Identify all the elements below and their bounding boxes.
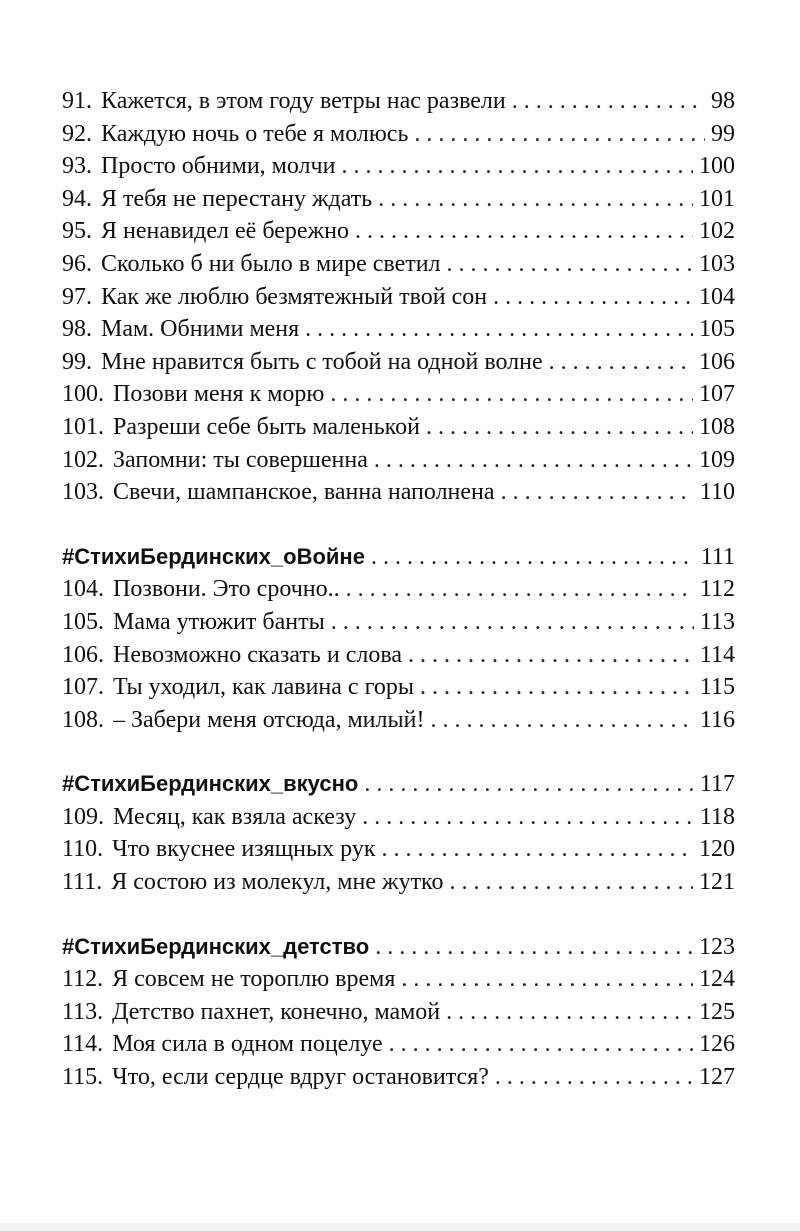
entry-title: Кажется, в этом году ветры нас развели (101, 88, 506, 114)
entry-page: 116 (699, 706, 735, 733)
toc-entry[interactable] (62, 150, 735, 183)
entry-title: Свечи, шампанское, ванна наполнена (113, 479, 495, 506)
entry-title: Детство пахнет, конечно, мамой (112, 998, 441, 1025)
toc-section-tasty (62, 768, 735, 898)
dot-leader (330, 378, 693, 411)
dot-leader (371, 541, 695, 574)
dot-leader (374, 444, 693, 477)
entry-number: 114. (62, 1031, 104, 1058)
toc-entry[interactable] (62, 281, 735, 314)
entry-number: 105. (62, 608, 104, 635)
entry-title: Мне нравится быть с тобой на одной волне (101, 348, 543, 375)
entry-title: Каждую ночь о тебе я молюсь (101, 120, 409, 147)
dot-leader (389, 1028, 693, 1061)
page-bottom-edge (0, 1223, 800, 1231)
dot-leader (341, 150, 693, 183)
section-heading[interactable] (62, 931, 735, 964)
entry-title: Разреши себе быть маленькой (113, 413, 420, 440)
toc-entry[interactable] (62, 1028, 735, 1061)
entry-page: 102 (699, 218, 735, 245)
entry-title: – Забери меня отсюда, милый! (113, 706, 425, 733)
dot-leader (420, 671, 694, 704)
toc-entry[interactable] (62, 833, 735, 866)
entry-title: Сколько б ни было в мире светил (101, 250, 441, 277)
entry-title: Я совсем не тороплю время (112, 966, 396, 993)
dot-leader (355, 215, 693, 248)
toc-entry[interactable] (62, 704, 735, 737)
entry-title: Мама утюжит банты (113, 608, 325, 635)
toc-entry[interactable] (62, 801, 735, 834)
entry-number: 91. (62, 88, 92, 114)
entry-page: 99 (711, 120, 735, 147)
entry-page: 127 (699, 1064, 735, 1091)
section-heading[interactable] (62, 541, 735, 574)
toc-entry[interactable] (62, 313, 735, 346)
toc-entry[interactable] (62, 85, 735, 118)
entry-title: Что вкуснее изящных рук (112, 836, 376, 863)
toc-entry[interactable] (62, 411, 735, 444)
entry-title: Месяц, как взяла аскезу (113, 803, 357, 830)
entry-title: Позвони. Это срочно.. (113, 576, 340, 603)
entry-number: 97. (62, 283, 92, 310)
dot-leader (375, 931, 693, 964)
toc-section-war (62, 541, 735, 737)
entry-page: 101 (699, 185, 735, 212)
entry-page: 118 (699, 803, 735, 830)
entry-number: 98. (62, 316, 92, 343)
toc-entry[interactable] (62, 183, 735, 216)
entry-title: Просто обними, молчи (101, 153, 336, 180)
entry-number: 92. (62, 120, 92, 147)
toc-section-continued (62, 85, 735, 509)
entry-title: Невозможно сказать и слова (113, 641, 402, 668)
table-of-contents (62, 85, 735, 1126)
entry-number: 111. (62, 869, 103, 896)
heading-title: #СтихиБердинских_детство (62, 933, 370, 959)
dot-leader (430, 704, 693, 737)
entry-page: 113 (699, 608, 735, 635)
entry-page: 104 (699, 283, 735, 310)
entry-title: Как же люблю безмятежный твой сон (101, 283, 488, 310)
entry-number: 103. (62, 479, 104, 506)
toc-entry[interactable] (62, 671, 735, 704)
entry-title: Позови меня к морю (113, 381, 325, 408)
entry-page: 125 (699, 998, 735, 1025)
dot-leader (305, 313, 693, 346)
entry-page: 124 (699, 966, 735, 993)
entry-page: 107 (699, 381, 735, 408)
toc-entry[interactable] (62, 573, 735, 606)
dot-leader (414, 118, 705, 151)
entry-title: Запомни: ты совершенна (113, 446, 368, 473)
entry-page: 108 (699, 413, 735, 440)
entry-number: 112. (62, 966, 104, 993)
dot-leader (401, 963, 693, 996)
dot-leader (450, 866, 694, 899)
entry-page: 115 (699, 674, 735, 701)
dot-leader (549, 346, 693, 379)
dot-leader (512, 85, 705, 118)
entry-number: 93. (62, 153, 92, 180)
entry-page: 98 (711, 88, 735, 114)
entry-title: Мам. Обними меня (101, 316, 300, 343)
entry-page: 106 (699, 348, 735, 375)
toc-entry[interactable] (62, 639, 735, 672)
entry-number: 108. (62, 706, 104, 733)
entry-number: 95. (62, 218, 92, 245)
toc-section-childhood (62, 931, 735, 1094)
toc-entry[interactable] (62, 444, 735, 477)
dot-leader (446, 996, 693, 1029)
entry-page: 120 (699, 836, 735, 863)
toc-entry[interactable] (62, 346, 735, 379)
dot-leader (501, 476, 694, 509)
dot-leader (346, 573, 694, 606)
dot-leader (447, 248, 693, 281)
dot-leader (493, 281, 693, 314)
entry-number: 94. (62, 185, 92, 212)
toc-entry[interactable] (62, 118, 735, 151)
toc-entry[interactable] (62, 1061, 735, 1094)
entry-number: 110. (62, 836, 104, 863)
entry-page: 105 (699, 316, 735, 343)
entry-page: 114 (699, 641, 735, 668)
entry-title: Моя сила в одном поцелуе (112, 1031, 383, 1058)
dot-leader (382, 833, 694, 866)
toc-entry[interactable] (62, 215, 735, 248)
entry-number: 115. (62, 1064, 104, 1091)
entry-number: 113. (62, 998, 104, 1025)
toc-entry[interactable] (62, 963, 735, 996)
entry-title: Что, если сердце вдруг остановится? (112, 1064, 489, 1091)
entry-page: 103 (699, 250, 735, 277)
entry-number: 101. (62, 413, 104, 440)
entry-page: 126 (699, 1031, 735, 1058)
entry-number: 99. (62, 348, 92, 375)
dot-leader (426, 411, 693, 444)
heading-page: 111 (700, 543, 735, 570)
entry-page: 100 (699, 153, 735, 180)
entry-title: Я ненавидел её бережно (101, 218, 349, 245)
heading-page: 123 (699, 933, 735, 960)
dot-leader (364, 768, 694, 801)
entry-number: 100. (62, 381, 104, 408)
toc-entry[interactable] (62, 248, 735, 281)
toc-entry[interactable] (62, 378, 735, 411)
dot-leader (331, 606, 694, 639)
heading-page: 117 (699, 771, 735, 798)
toc-entry[interactable] (62, 866, 735, 899)
dot-leader (378, 183, 693, 216)
entry-page: 121 (699, 869, 735, 896)
toc-entry[interactable] (62, 476, 735, 509)
dot-leader (408, 639, 694, 672)
entry-number: 96. (62, 250, 92, 277)
entry-page: 110 (699, 479, 735, 506)
entry-page: 109 (699, 446, 735, 473)
section-heading[interactable] (62, 768, 735, 801)
entry-page: 112 (699, 576, 735, 603)
dot-leader (495, 1061, 693, 1094)
entry-number: 109. (62, 803, 104, 830)
entry-title: Ты уходил, как лавина с горы (113, 674, 414, 701)
entry-title: Я состою из молекул, мне жутко (111, 869, 444, 896)
toc-entry[interactable] (62, 606, 735, 639)
entry-number: 107. (62, 674, 104, 701)
entry-number: 102. (62, 446, 104, 473)
toc-entry[interactable] (62, 996, 735, 1029)
entry-number: 106. (62, 641, 104, 668)
dot-leader (362, 801, 694, 834)
entry-number: 104. (62, 576, 104, 603)
entry-title: Я тебя не перестану ждать (101, 185, 373, 212)
heading-title: #СтихиБердинских_оВойне (62, 543, 365, 569)
heading-title: #СтихиБердинских_вкусно (62, 771, 359, 797)
